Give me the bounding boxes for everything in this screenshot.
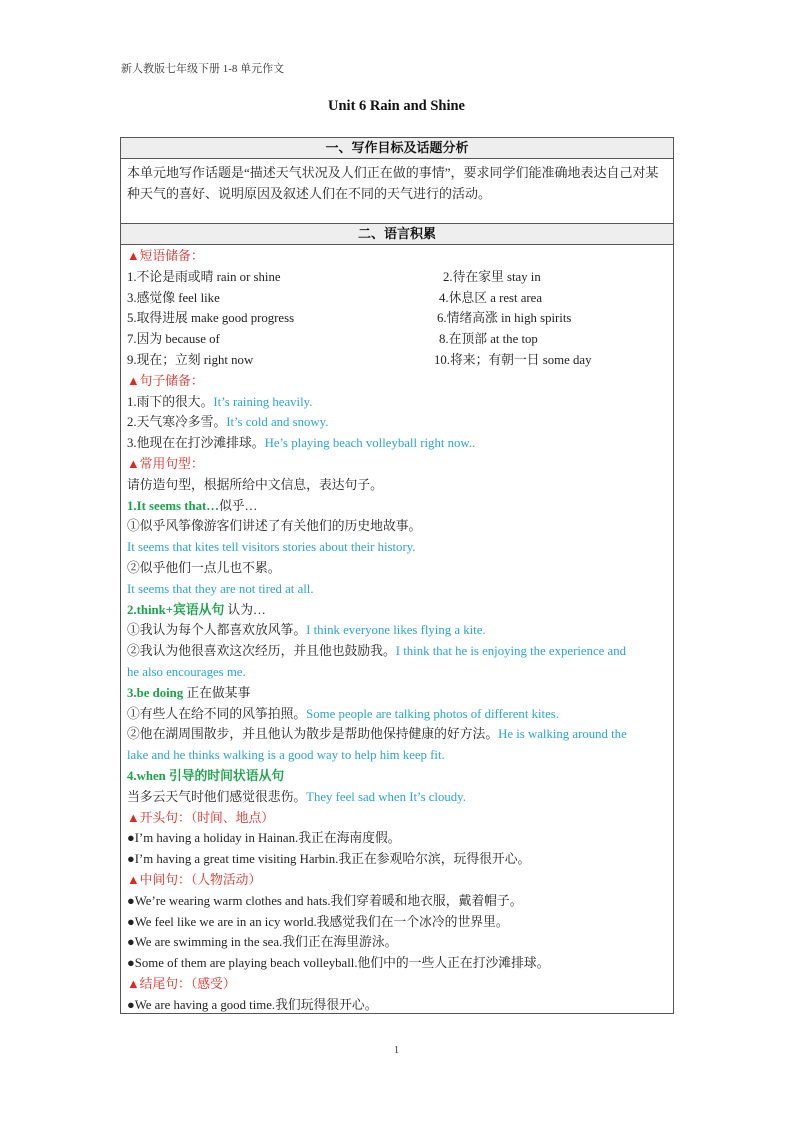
phrase-left: 5.取得进展 make good progress <box>127 311 295 326</box>
pattern-example-cn: 当多云天气时他们感觉很悲伤。 <box>127 789 307 804</box>
opening-label: ▲开头句：（时间、地点） <box>127 810 275 825</box>
page-number: 1 <box>394 1045 399 1056</box>
middle-sentence: ●We feel like we are in an icy world.我感觉我们在一个冰冷的世界里。 <box>127 914 509 929</box>
middle-sentence: ●Some of them are playing beach volleyball.他们中的一些人正在打沙滩排球。 <box>127 956 550 971</box>
sentence-en: It’s raining heavily. <box>213 394 313 409</box>
sentences-label: ▲句子储备： <box>127 373 204 388</box>
content-table <box>120 137 674 1014</box>
pattern-example <box>127 620 667 641</box>
pattern-example <box>127 704 667 725</box>
pattern-meaning: 认为… <box>224 602 266 617</box>
pattern-example-en-continued: he also encourages me. <box>127 664 246 679</box>
phrase-left: 1.不论是雨或晴 rain or shine <box>127 269 281 284</box>
pattern-example-cn: ①我认为每个人都喜欢放风筝。 <box>127 623 307 638</box>
section-2-heading: 二、语言积累 <box>121 223 673 245</box>
phrase-row <box>127 308 667 329</box>
patterns-intro: 请仿造句型，根据所给中文信息，表达句子。 <box>127 477 383 492</box>
pattern-example-en: I think that he is enjoying the experience and <box>395 644 627 659</box>
phrase-right: 4.休息区 a rest area <box>439 290 543 305</box>
section-1-text: 本单元地写作话题是“描述天气状况及人们正在做的事情”，要求同学们能准确地表达自己对某种天气的喜好、说明原因及叙述人们在不同的天气进行的活动。 <box>127 165 659 201</box>
ending-label: ▲结尾句：（感受） <box>127 976 236 991</box>
pattern-example <box>127 787 667 808</box>
pattern-title: 1.It seems that… <box>127 498 220 513</box>
pattern-1-title <box>127 496 667 517</box>
phrase-left: 9.现在；立刻 right now <box>127 352 254 367</box>
phrase-right: 8.在顶部 at the top <box>439 332 538 347</box>
phrase-left: 7.因为 because of <box>127 332 220 347</box>
middle-sentence: ●We are swimming in the sea.我们正在海里游泳。 <box>127 935 398 950</box>
ending-sentence: ●We are having a good time.我们玩得很开心。 <box>127 997 378 1012</box>
pattern-example-en: He is walking around the <box>498 727 627 742</box>
pattern-meaning: 正在做某事 <box>183 685 251 700</box>
sentence-item <box>127 392 667 413</box>
sentence-cn: 3.他现在在打沙滩排球。 <box>127 436 265 451</box>
pattern-example-cn: ①有些人在给不同的风筝拍照。 <box>127 706 307 721</box>
phrase-right: 6.情绪高涨 in high spirits <box>437 311 572 326</box>
sentence-cn: 2.天气寒冷多雪。 <box>127 415 227 430</box>
section-2-body <box>121 245 673 1015</box>
section-1-heading: 一、写作目标及话题分析 <box>121 138 673 159</box>
sentence-en: It’s cold and snowy. <box>226 415 329 430</box>
phrases-label: ▲短语储备： <box>127 249 204 263</box>
middle-label: ▲中间句：（人物活动） <box>127 872 262 887</box>
pattern-example-en: It seems that kites tell visitors stories about their history. <box>127 540 416 555</box>
patterns-label: ▲常用句型： <box>127 456 204 471</box>
phrase-left: 3.感觉像 feel like <box>127 290 220 305</box>
pattern-example-en-continued: lake and he thinks walking is a good way to help him keep fit. <box>127 748 445 763</box>
document-title: Unit 6 Rain and Shine <box>328 98 465 114</box>
pattern-meaning: 似乎… <box>219 498 258 513</box>
pattern-title: 3.be doing <box>127 685 184 700</box>
pattern-example-cn: ①似乎风筝像游客们讲述了有关他们的历史地故事。 <box>127 519 422 534</box>
pattern-2-title <box>127 600 667 621</box>
pattern-example-en: They feel sad when It’s cloudy. <box>306 789 466 804</box>
pattern-title: 2.think+宾语从句 <box>127 602 225 617</box>
pattern-example-en: Some people are talking photos of different kites. <box>306 706 559 721</box>
middle-sentence: ●We’re wearing warm clothes and hats.我们穿着暖和地衣服，戴着帽子。 <box>127 893 523 908</box>
pattern-example <box>127 641 667 662</box>
phrase-row <box>127 267 667 288</box>
sentence-en: He’s playing beach volleyball right now.. <box>264 436 476 451</box>
sentence-cn: 1.雨下的很大。 <box>127 394 214 409</box>
phrase-row <box>127 350 667 371</box>
opening-sentence: ●I’m having a holiday in Hainan.我正在海南度假。 <box>127 831 401 846</box>
pattern-example <box>127 724 667 745</box>
header-note: 新人教版七年级下册 1-8 单元作文 <box>121 63 285 75</box>
sentence-item <box>127 412 667 433</box>
pattern-example-en: I think everyone likes flying a kite. <box>306 623 486 638</box>
pattern-example-cn: ②似乎他们一点儿也不累。 <box>127 560 281 575</box>
phrase-right: 2.待在家里 stay in <box>443 269 541 284</box>
phrase-row <box>127 329 667 350</box>
pattern-4-title: 4.when 引导的时间状语从句 <box>127 768 285 783</box>
pattern-example-cn: ②我认为他很喜欢这次经历，并且他也鼓励我。 <box>127 644 396 659</box>
phrase-right: 10.将来；有朝一日 some day <box>434 352 592 367</box>
pattern-3-title <box>127 683 667 704</box>
sentence-item <box>127 433 667 454</box>
phrase-row <box>127 288 667 309</box>
pattern-example-cn: ②他在湖周围散步，并且他认为散步是帮助他保持健康的好方法。 <box>127 727 499 742</box>
opening-sentence: ●I’m having a great time visiting Harbin.我正在参观哈尔滨，玩得很开心。 <box>127 852 531 867</box>
pattern-example-en: It seems that they are not tired at all. <box>127 581 314 596</box>
